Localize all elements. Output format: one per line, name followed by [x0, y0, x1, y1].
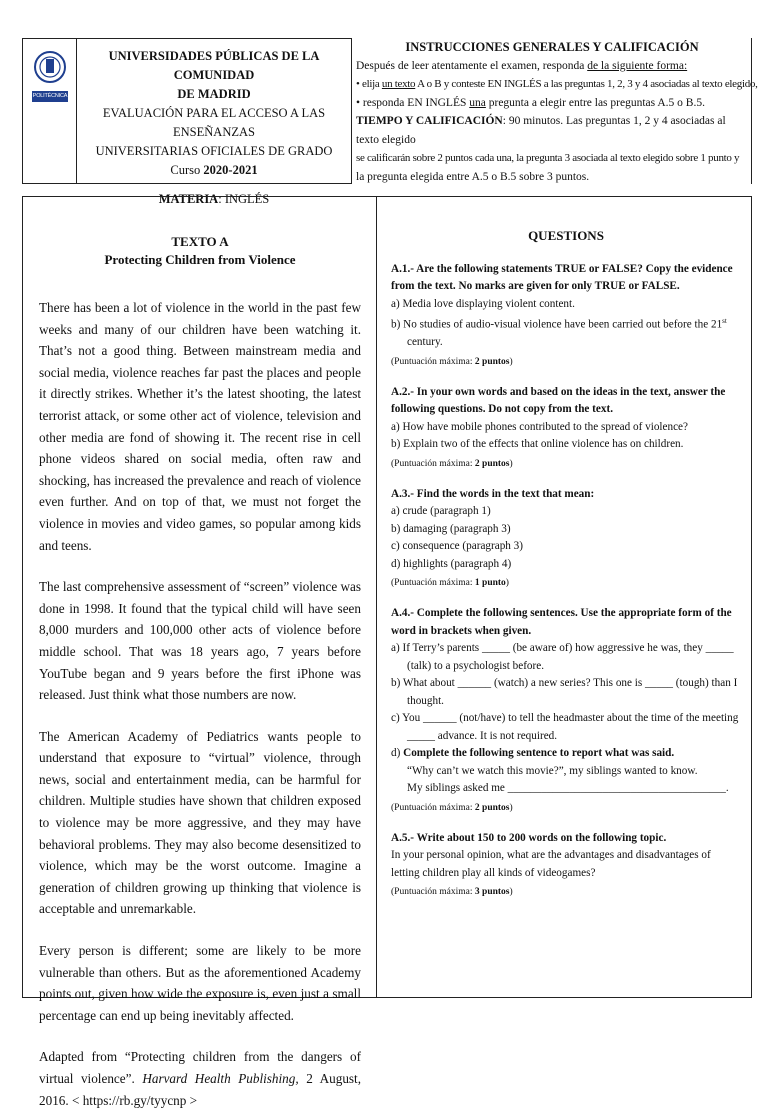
- university-box: [76, 38, 352, 206]
- logo-box: [22, 38, 76, 184]
- instructions-line-6: la pregunta elegida entre A.5 o B.5 sobre 3 puntos.: [356, 170, 590, 183]
- score-a3: (Puntuación máxima: 1 punto): [391, 578, 509, 589]
- question-a3: A.3.- Find the words in the text that mean: a) crude (paragraph 1) b) damaging (paragraph 3) c) consequence (paragraph 3) d) highlights (paragraph 4) (Puntuación máxima: 1 punto): [391, 486, 741, 592]
- instructions-line-4: TIEMPO Y CALIFICACIÓN: 90 minutos. Las preguntas 1, 2 y 4 asociadas al texto elegido: [356, 115, 726, 146]
- question-a2: A.2.- In your own words and based on the ideas in the text, answer the following questions. Do not copy from the text. a) How have mobile phones contributed to the spread of violence? b) Explain two of the effects that online violence has on children. (Puntuación máxima: 2 puntos): [391, 384, 741, 472]
- logo-label: POLITÉCNICA: [32, 93, 68, 99]
- uni-line-3: EVALUACIÓN PARA EL ACCESO A LAS ENSEÑANZAS: [102, 106, 326, 139]
- text-title: TEXTO A: [171, 234, 229, 249]
- curso: Curso 2020-2021: [170, 163, 258, 177]
- text-paragraph-2: The last comprehensive assessment of “screen” violence was done in 1998. It found that the typical child will have seen 8,000 murders and 100,000 other acts of violence before middle school. That was 18 years ago, 7 years before YouTube began and 9 years before the first iPhone was released. Just think what those numbers are now.: [39, 579, 361, 703]
- text-paragraph-4: Every person is different; some are likely to be more vulnerable than others. But as the aforementioned Academy points out, given how wide the exposure is, even just a small percentage can end up being inevitably affected.: [39, 943, 361, 1023]
- materia: MATERIA: INGLÉS: [158, 192, 270, 206]
- instructions-line-2: • elija un texto A o B y conteste EN INGLÉS a las preguntas 1, 2, 3 y 4 asociadas al texto elegido,: [356, 78, 758, 90]
- instructions-line-5: se calificarán sobre 2 puntos cada una, la pregunta 3 asociada al texto elegido sobre 1 punto y: [356, 152, 740, 164]
- uni-line-4: UNIVERSITARIAS OFICIALES DE GRADO: [95, 144, 333, 158]
- score-a1: (Puntuación máxima: 2 puntos): [391, 356, 513, 367]
- question-a1: A.1.- Are the following statements TRUE or FALSE? Copy the evidence from the text. No marks are given for only TRUE or FALSE. a) Media love displaying violent content. b) No studies of audio-visual violence have been carried out before the 21st century. (Puntuación máxima: 2 puntos): [391, 261, 741, 370]
- questions-heading: QUESTIONS: [528, 228, 604, 243]
- score-a5: (Puntuación máxima: 3 puntos): [391, 887, 513, 898]
- text-subtitle: Protecting Children from Violence: [104, 252, 296, 267]
- question-a4: A.4.- Complete the following sentences. Use the appropriate form of the word in brackets when given. a) If Terry’s parents _____ (be aware of) how aggressive he was, they _____ (talk) to a psychologist before. b) What about ______ (watch) a new series? This one is _____ (tough) than I thought. c) You ______ (not/have) to tell the headmaster about the time of the meeting _____ advance. It is not required. d) Complete the following sentence to report what was said. “Why can’t we watch this movie?”, my siblings wanted to know. My siblings asked me _______________________________________. (Puntuación máxima: 2 puntos): [391, 605, 741, 816]
- text-paragraph-1: There has been a lot of violence in the world in the past few weeks and many of our children have been watching it. That’s not a good thing. Between mainstream media and social media, violence reaches far past the places and people it directly strikes. Whether it’s the latest shooting, the latest terrorist attack, or some other act of violence, television and other media are fond of showing it. The recent rise in cell phone videos shared on social media, often raw and shocking, has increased the prevalence and reach of violence even further. And on top of that, we must not forget the violence in movies and video games, so popular among kids and teens.: [39, 300, 361, 553]
- uni-line-1: UNIVERSIDADES PÚBLICAS DE LA COMUNIDAD: [108, 49, 320, 82]
- questions-column: [391, 227, 741, 914]
- uni-line-2: DE MADRID: [177, 87, 251, 101]
- text-column: [39, 233, 361, 1111]
- exam-header: [22, 38, 758, 206]
- instructions-box: [352, 38, 758, 184]
- instructions-title: INSTRUCCIONES GENERALES Y CALIFICACIÓN: [405, 40, 699, 54]
- question-a5: A.5.- Write about 150 to 200 words on the following topic. In your personal opinion, what are the advantages and disadvantages of letting children play all kinds of videogames? (Puntuación máxima: 3 puntos): [391, 830, 741, 901]
- exam-body: [22, 196, 752, 1108]
- text-source: Adapted from “Protecting children from the dangers of virtual violence”. Harvard Health Publishing, 2 August, 2016. < https://rb.gy/tyycnp >: [39, 1049, 362, 1108]
- instructions-line-3: • responda EN INGLÉS una pregunta a elegir entre las preguntas A.5 o B.5.: [356, 96, 705, 109]
- score-a4: (Puntuación máxima: 2 puntos): [391, 802, 513, 813]
- text-paragraph-3: The American Academy of Pediatrics wants people to understand that exposure to “virtual” violence, through news, social and entertainment media, can be harmful for children. Multiple studies have shown that children exposed to violence may be more aggressive, and they may have behavioral problems. They may also become desensitized to violence, which may be the worst outcome. Imagine a generation of children growing up thinking that violence is acceptable and unremarkable.: [39, 728, 361, 917]
- score-a2: (Puntuación máxima: 2 puntos): [391, 458, 513, 469]
- instructions-line-1: Después de leer atentamente el examen, responda de la siguiente forma:: [356, 59, 688, 72]
